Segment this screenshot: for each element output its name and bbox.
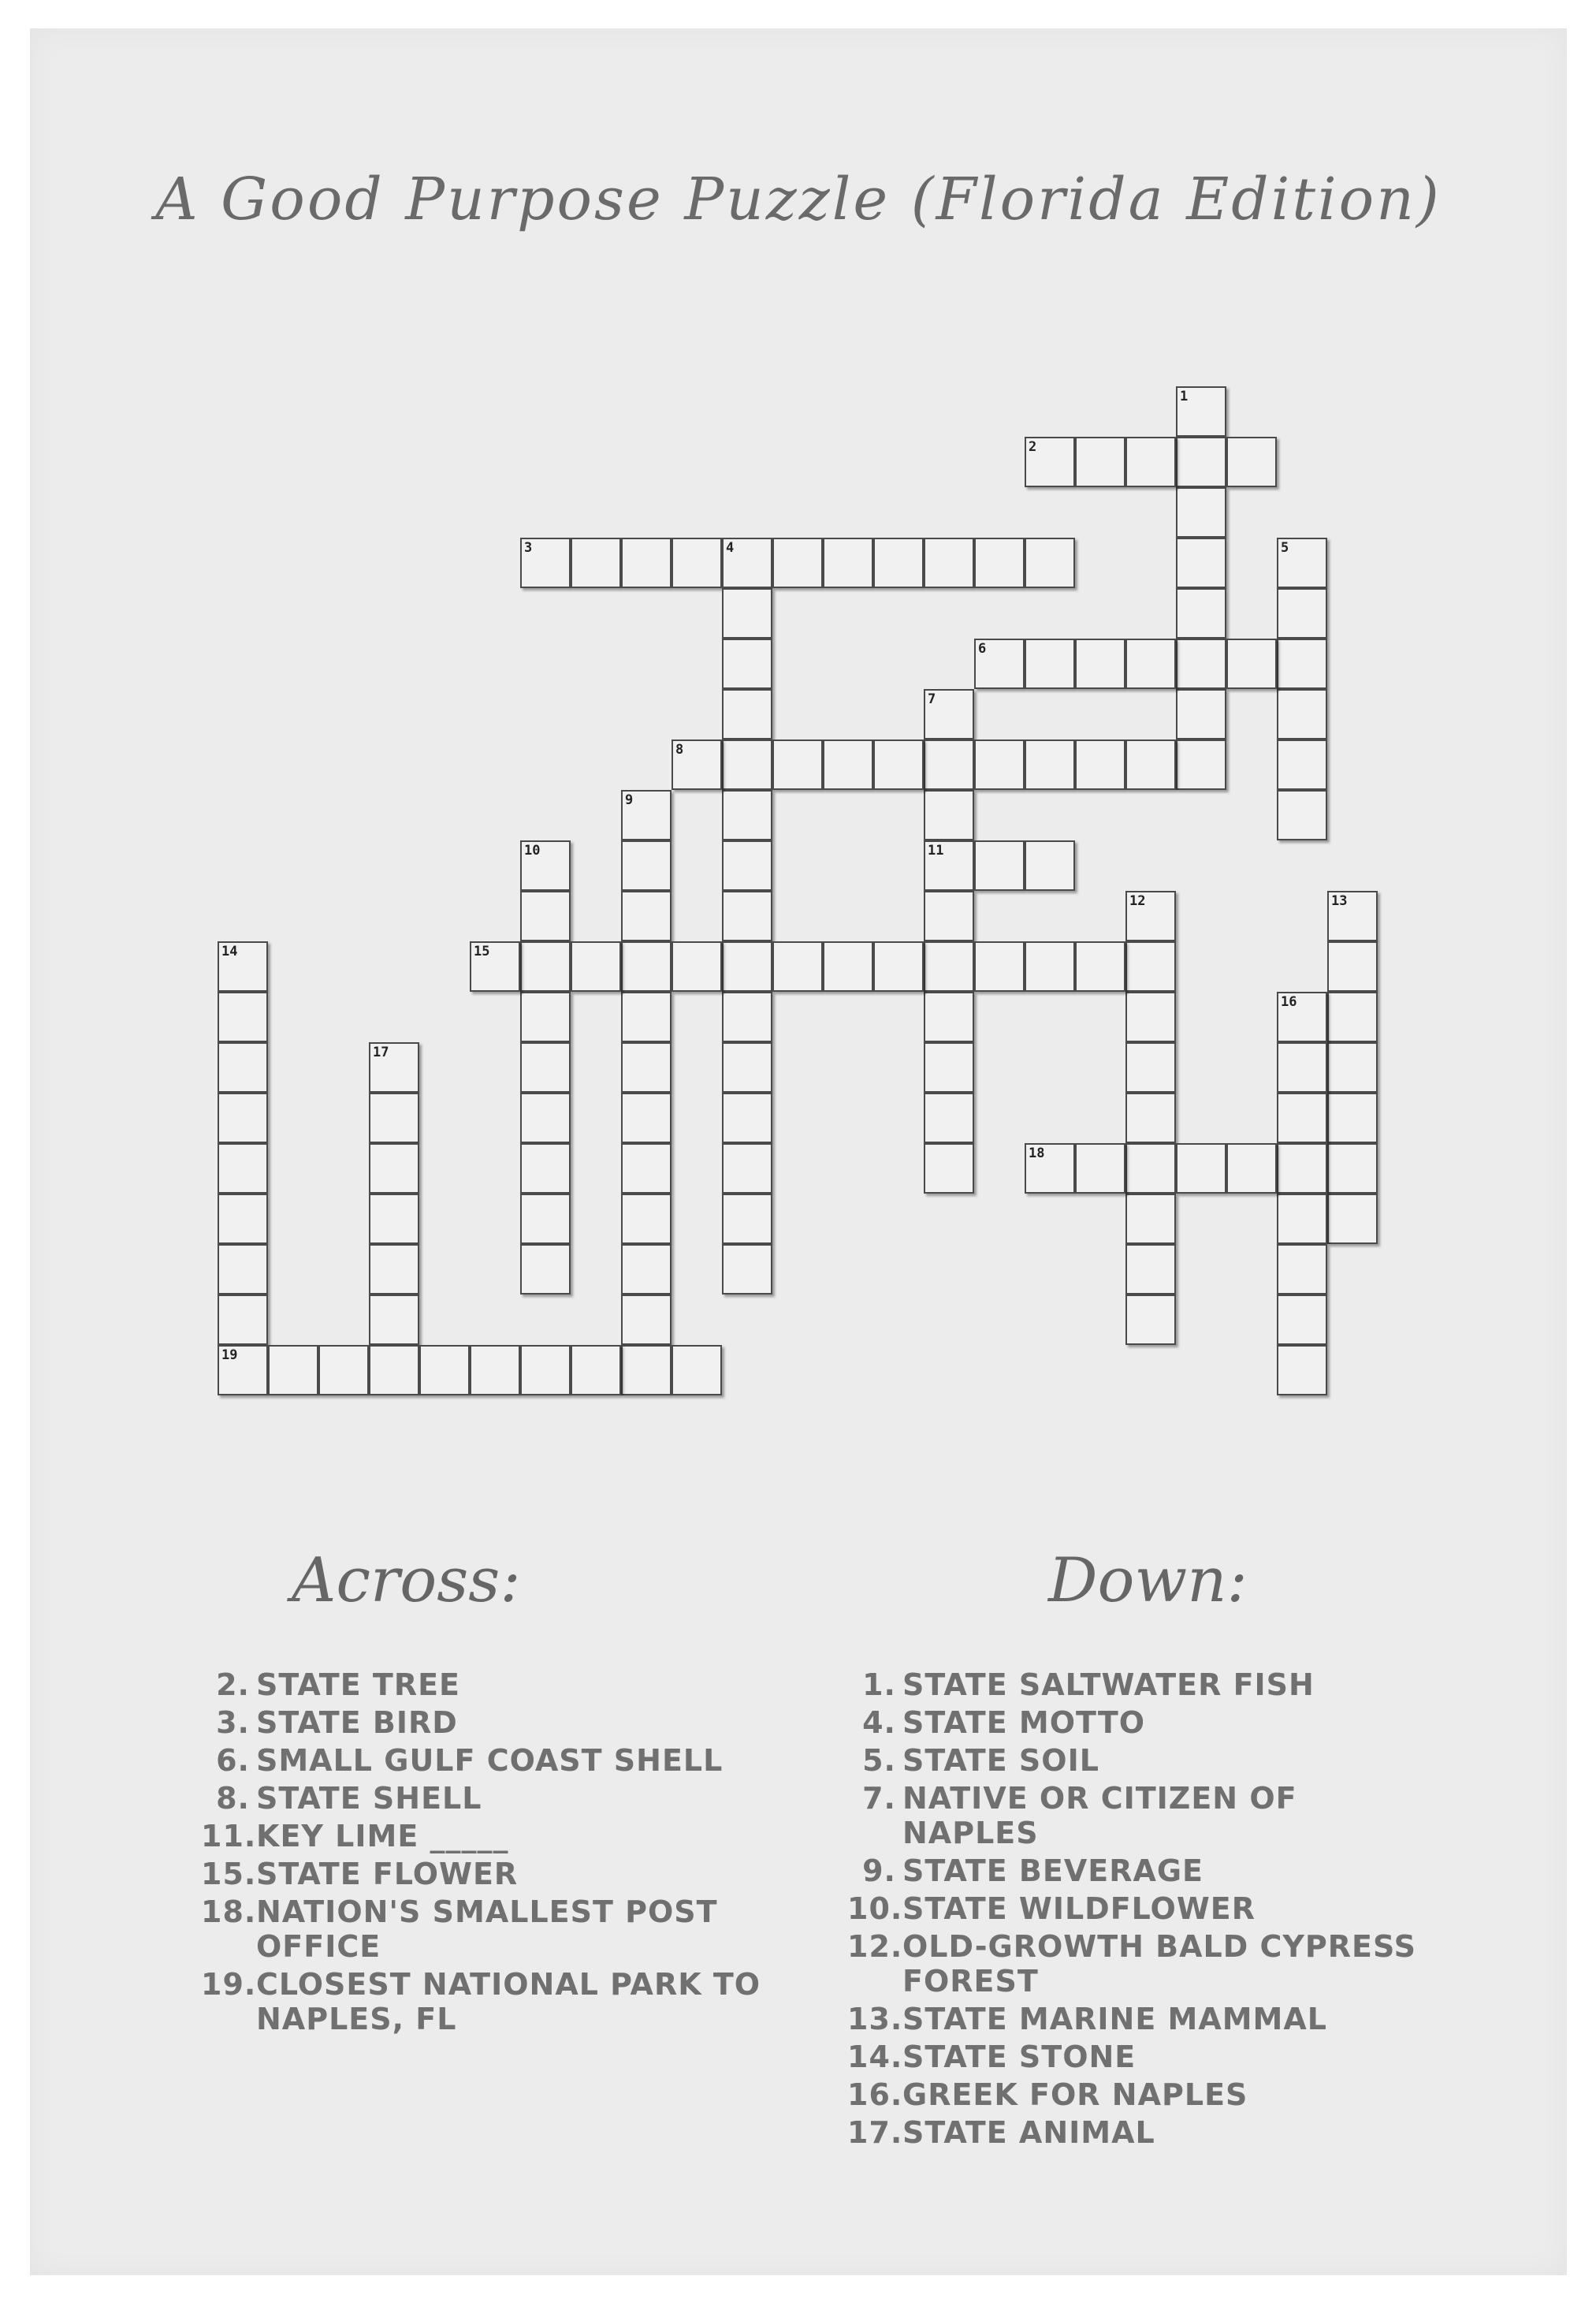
grid-cell[interactable] — [1327, 941, 1378, 992]
grid-cell[interactable] — [621, 1345, 672, 1395]
grid-cell[interactable] — [823, 538, 873, 588]
grid-cell[interactable] — [218, 992, 268, 1042]
clue-number: 19. — [201, 1967, 257, 2002]
clue-text: STATE TREE — [256, 1667, 461, 1702]
clue-number: 5 — [1281, 540, 1289, 556]
clue-number: 13 — [1331, 893, 1348, 909]
grid-cell[interactable] — [722, 1143, 772, 1194]
grid-cell[interactable] — [1025, 941, 1075, 992]
grid-cell[interactable] — [1125, 1143, 1176, 1194]
grid-cell[interactable] — [1025, 538, 1075, 588]
clue-text: STATE SALTWATER FISH — [902, 1667, 1315, 1702]
grid-cell[interactable] — [924, 941, 974, 992]
grid-cell[interactable] — [1075, 1143, 1125, 1194]
grid-cell[interactable] — [1277, 1042, 1327, 1093]
grid-cell[interactable] — [1176, 437, 1226, 487]
clue-number: 7. — [862, 1781, 896, 1816]
grid-cell[interactable] — [1075, 639, 1125, 689]
grid-cell[interactable] — [1277, 1295, 1327, 1345]
grid-cell[interactable] — [1327, 992, 1378, 1042]
down-clue — [847, 1705, 1430, 1740]
clue-number: 5. — [862, 1743, 896, 1778]
clue-number: 12 — [1129, 893, 1146, 909]
grid-cell[interactable] — [722, 992, 772, 1042]
grid-cell[interactable] — [722, 840, 772, 891]
grid-cell[interactable] — [1277, 689, 1327, 739]
grid-cell[interactable] — [1277, 790, 1327, 840]
across-clue — [201, 1857, 847, 1891]
clue-text: SMALL GULF COAST SHELL — [256, 1743, 724, 1778]
grid-cell[interactable] — [1125, 941, 1176, 992]
grid-cell[interactable] — [722, 689, 772, 739]
grid-cell[interactable] — [722, 1093, 772, 1143]
clue-number: 19 — [221, 1347, 238, 1363]
clue-number: 17 — [373, 1045, 389, 1060]
grid-cell[interactable] — [621, 891, 672, 941]
across-heading: Across: — [292, 1545, 521, 1616]
grid-cell[interactable] — [621, 790, 672, 840]
clue-text: NATION'S SMALLEST POST OFFICE — [256, 1894, 718, 1964]
grid-cell[interactable] — [218, 1194, 268, 1244]
down-clue — [847, 1781, 1430, 1850]
clue-number: 9 — [625, 792, 634, 808]
grid-cell[interactable] — [218, 1042, 268, 1093]
clue-number: 6. — [216, 1743, 250, 1778]
grid-cell[interactable] — [520, 1093, 571, 1143]
grid-cell[interactable] — [369, 1345, 419, 1395]
clue-number: 3 — [524, 540, 533, 556]
grid-cell[interactable] — [924, 1042, 974, 1093]
clue-number: 13. — [847, 2002, 903, 2036]
grid-cell[interactable] — [873, 739, 924, 790]
grid-cell[interactable] — [1025, 840, 1075, 891]
grid-cell[interactable] — [571, 1345, 621, 1395]
clue-text: CLOSEST NATIONAL PARK TO NAPLES, FL — [256, 1967, 761, 2036]
grid-cell[interactable] — [369, 1042, 419, 1093]
grid-cell[interactable] — [924, 790, 974, 840]
grid-cell[interactable] — [1277, 588, 1327, 639]
grid-cell[interactable] — [672, 739, 722, 790]
grid-cell[interactable] — [369, 1143, 419, 1194]
grid-cell[interactable] — [672, 941, 722, 992]
clue-number: 18 — [1029, 1146, 1045, 1161]
grid-cell[interactable] — [1125, 1042, 1176, 1093]
grid-cell[interactable] — [621, 1194, 672, 1244]
grid-cell[interactable] — [369, 1093, 419, 1143]
clue-number: 11 — [928, 843, 944, 859]
across-clue — [201, 1967, 847, 2036]
grid-cell[interactable] — [772, 538, 823, 588]
grid-cell[interactable] — [621, 840, 672, 891]
clue-text: OLD-GROWTH BALD CYPRESS FOREST — [902, 1929, 1417, 1999]
grid-cell[interactable] — [974, 941, 1025, 992]
clue-text: STATE STONE — [902, 2040, 1137, 2074]
grid-cell[interactable] — [1176, 739, 1226, 790]
grid-cell[interactable] — [1226, 1143, 1277, 1194]
clue-number: 11. — [201, 1819, 257, 1853]
clue-number: 3. — [216, 1705, 250, 1740]
grid-cell[interactable] — [1277, 1143, 1327, 1194]
grid-cell[interactable] — [571, 538, 621, 588]
grid-cell[interactable] — [924, 538, 974, 588]
clue-number: 8 — [675, 742, 684, 758]
grid-cell[interactable] — [672, 1345, 722, 1395]
grid-cell[interactable] — [924, 840, 974, 891]
clue-number: 2. — [216, 1667, 250, 1702]
grid-cell[interactable] — [924, 1093, 974, 1143]
grid-cell[interactable] — [419, 1345, 470, 1395]
down-clue — [847, 1891, 1430, 1926]
clue-text: STATE MOTTO — [902, 1705, 1146, 1740]
clue-text: NATIVE OR CITIZEN OF NAPLES — [902, 1781, 1297, 1850]
grid-cell[interactable] — [924, 1143, 974, 1194]
grid-cell[interactable] — [1125, 1093, 1176, 1143]
grid-cell[interactable] — [1025, 639, 1075, 689]
grid-cell[interactable] — [621, 1244, 672, 1295]
grid-cell[interactable] — [369, 1295, 419, 1345]
down-clue — [847, 1743, 1430, 1778]
grid-cell[interactable] — [520, 1042, 571, 1093]
clue-text: STATE SOIL — [902, 1743, 1099, 1778]
grid-cell[interactable] — [1277, 1194, 1327, 1244]
grid-cell[interactable] — [1125, 891, 1176, 941]
down-clue — [847, 2040, 1430, 2074]
grid-cell[interactable] — [974, 639, 1025, 689]
grid-cell[interactable] — [672, 538, 722, 588]
grid-cell[interactable] — [369, 1194, 419, 1244]
grid-cell[interactable] — [218, 1143, 268, 1194]
grid-cell[interactable] — [621, 1042, 672, 1093]
grid-cell[interactable] — [1277, 1244, 1327, 1295]
grid-cell[interactable] — [520, 992, 571, 1042]
down-clue — [847, 2115, 1430, 2150]
grid-cell[interactable] — [520, 1244, 571, 1295]
clue-text: KEY LIME _____ — [256, 1819, 509, 1853]
grid-cell[interactable] — [873, 941, 924, 992]
grid-cell[interactable] — [621, 941, 672, 992]
clue-text: STATE WILDFLOWER — [902, 1891, 1256, 1926]
grid-cell[interactable] — [924, 891, 974, 941]
clue-number: 17. — [847, 2115, 903, 2150]
grid-cell[interactable] — [924, 992, 974, 1042]
clue-number: 14 — [221, 944, 238, 959]
across-clue — [201, 1667, 847, 1702]
clue-number: 14. — [847, 2040, 903, 2074]
grid-cell[interactable] — [621, 992, 672, 1042]
grid-cell[interactable] — [1176, 689, 1226, 739]
clue-text: STATE SHELL — [256, 1781, 482, 1816]
grid-cell[interactable] — [1125, 739, 1176, 790]
grid-cell[interactable] — [1025, 437, 1075, 487]
grid-cell[interactable] — [722, 891, 772, 941]
grid-cell[interactable] — [470, 1345, 520, 1395]
grid-cell[interactable] — [1277, 739, 1327, 790]
grid-cell[interactable] — [1125, 639, 1176, 689]
puzzle-title: A Good Purpose Puzzle (Florida Edition) — [155, 166, 1442, 233]
down-clue — [847, 1853, 1430, 1888]
clue-text: STATE BEVERAGE — [902, 1853, 1204, 1888]
clue-text: STATE ANIMAL — [902, 2115, 1155, 2150]
grid-cell[interactable] — [1075, 437, 1125, 487]
grid-cell[interactable] — [873, 538, 924, 588]
grid-cell[interactable] — [1277, 992, 1327, 1042]
down-heading: Down: — [1048, 1545, 1248, 1616]
grid-cell[interactable] — [1226, 639, 1277, 689]
grid-cell[interactable] — [218, 1244, 268, 1295]
grid-cell[interactable] — [1277, 538, 1327, 588]
grid-cell[interactable] — [1075, 941, 1125, 992]
clue-number: 10. — [847, 1891, 903, 1926]
clue-number: 4. — [862, 1705, 896, 1740]
grid-cell[interactable] — [621, 1143, 672, 1194]
grid-cell[interactable] — [722, 739, 772, 790]
grid-cell[interactable] — [1327, 891, 1378, 941]
across-clue-list — [201, 1667, 847, 2040]
grid-cell[interactable] — [1327, 1093, 1378, 1143]
grid-cell[interactable] — [1075, 739, 1125, 790]
clue-text: STATE FLOWER — [256, 1857, 519, 1891]
grid-cell[interactable] — [218, 1093, 268, 1143]
grid-cell[interactable] — [1226, 437, 1277, 487]
grid-cell[interactable] — [218, 1345, 268, 1395]
grid-cell[interactable] — [722, 1042, 772, 1093]
down-clue — [847, 1929, 1430, 1999]
grid-cell[interactable] — [1176, 538, 1226, 588]
grid-cell[interactable] — [1125, 992, 1176, 1042]
across-clue — [201, 1894, 847, 1964]
grid-cell[interactable] — [1125, 1244, 1176, 1295]
grid-cell[interactable] — [520, 891, 571, 941]
grid-cell[interactable] — [621, 538, 672, 588]
grid-cell[interactable] — [722, 1244, 772, 1295]
grid-cell[interactable] — [722, 588, 772, 639]
clue-number: 15. — [201, 1857, 257, 1891]
grid-cell[interactable] — [1025, 1143, 1075, 1194]
clue-number: 1 — [1180, 389, 1189, 404]
grid-cell[interactable] — [1125, 437, 1176, 487]
grid-cell[interactable] — [1176, 1143, 1226, 1194]
grid-cell[interactable] — [1125, 1295, 1176, 1345]
grid-cell[interactable] — [1176, 386, 1226, 437]
grid-cell[interactable] — [1277, 639, 1327, 689]
grid-cell[interactable] — [318, 1345, 369, 1395]
grid-cell[interactable] — [1277, 1093, 1327, 1143]
grid-cell[interactable] — [571, 941, 621, 992]
grid-cell[interactable] — [621, 1295, 672, 1345]
grid-cell[interactable] — [924, 739, 974, 790]
grid-cell[interactable] — [520, 538, 571, 588]
grid-cell[interactable] — [1025, 739, 1075, 790]
grid-cell[interactable] — [823, 739, 873, 790]
grid-cell[interactable] — [369, 1244, 419, 1295]
clue-number: 12. — [847, 1929, 903, 1964]
grid-cell[interactable] — [823, 941, 873, 992]
grid-cell[interactable] — [924, 689, 974, 739]
grid-cell[interactable] — [520, 1345, 571, 1395]
grid-cell[interactable] — [974, 538, 1025, 588]
across-clue — [201, 1819, 847, 1853]
clue-text: GREEK FOR NAPLES — [902, 2077, 1248, 2112]
clue-number: 18. — [201, 1894, 257, 1929]
grid-cell[interactable] — [218, 1295, 268, 1345]
grid-cell[interactable] — [520, 941, 571, 992]
clue-text: STATE BIRD — [256, 1705, 458, 1740]
grid-cell[interactable] — [1327, 1194, 1378, 1244]
grid-cell[interactable] — [772, 739, 823, 790]
clue-number: 16. — [847, 2077, 903, 2112]
grid-cell[interactable] — [722, 538, 772, 588]
grid-cell[interactable] — [520, 840, 571, 891]
across-clue — [201, 1743, 847, 1778]
clue-number: 9. — [862, 1853, 896, 1888]
grid-cell[interactable] — [470, 941, 520, 992]
grid-cell[interactable] — [621, 1093, 672, 1143]
down-clue — [847, 2002, 1430, 2036]
grid-cell[interactable] — [772, 941, 823, 992]
clue-number: 1. — [862, 1667, 896, 1702]
grid-cell[interactable] — [268, 1345, 318, 1395]
grid-cell[interactable] — [974, 739, 1025, 790]
clue-number: 10 — [524, 843, 541, 859]
grid-cell[interactable] — [1176, 487, 1226, 538]
down-clue-list — [847, 1667, 1430, 2153]
clue-number: 15 — [474, 944, 490, 959]
down-clue — [847, 1667, 1430, 1702]
grid-cell[interactable] — [520, 1143, 571, 1194]
grid-cell[interactable] — [218, 941, 268, 992]
clue-number: 16 — [1281, 994, 1297, 1010]
clue-number: 7 — [928, 691, 936, 707]
grid-cell[interactable] — [722, 941, 772, 992]
grid-cell[interactable] — [722, 1194, 772, 1244]
down-clue — [847, 2077, 1430, 2112]
grid-cell[interactable] — [1277, 1345, 1327, 1395]
across-clue — [201, 1705, 847, 1740]
grid-cell[interactable] — [1327, 1143, 1378, 1194]
clue-number: 8. — [216, 1781, 250, 1816]
grid-cell[interactable] — [520, 1194, 571, 1244]
grid-cell[interactable] — [1327, 1042, 1378, 1093]
grid-cell[interactable] — [1125, 1194, 1176, 1244]
grid-cell[interactable] — [722, 790, 772, 840]
clue-number: 2 — [1029, 439, 1037, 455]
clue-number: 4 — [726, 540, 735, 556]
grid-cell[interactable] — [974, 840, 1025, 891]
grid-cell[interactable] — [1176, 588, 1226, 639]
clue-text: STATE MARINE MAMMAL — [902, 2002, 1327, 2036]
grid-cell[interactable] — [1176, 639, 1226, 689]
grid-cell[interactable] — [722, 639, 772, 689]
clue-number: 6 — [978, 641, 987, 657]
across-clue — [201, 1781, 847, 1816]
